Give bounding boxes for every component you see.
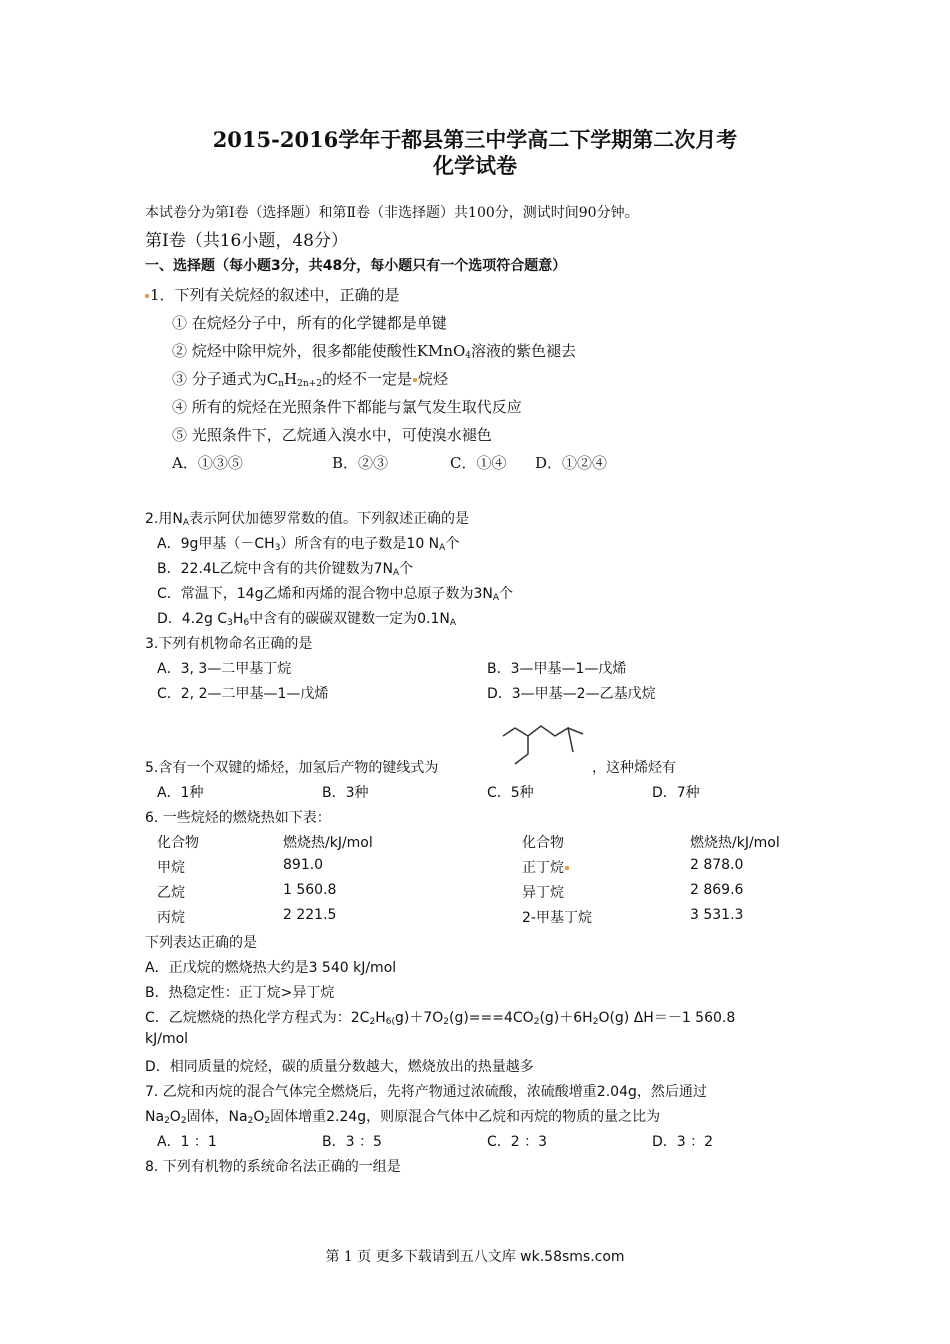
question-5-stem-end: ，这种烯烃有 (592, 760, 676, 776)
part-heading: 第Ⅰ卷（共16小题，48分） (145, 231, 348, 251)
table-cell: 甲烷 (157, 860, 185, 876)
anchor-mark (565, 866, 569, 870)
page-title: 2015-2016学年于都县第三中学高二下学期第二次月考 (212, 127, 738, 152)
q6-option-d: D．相同质量的烷烃，碳的质量分数越大，燃烧放出的热量越多 (145, 1059, 534, 1075)
q6-option-b: B．热稳定性：正丁烷>异丁烷 (145, 985, 335, 1001)
table-cell: 丙烷 (157, 910, 185, 926)
q3-option-d: D．3—甲基—2—乙基戊烷 (487, 686, 656, 702)
question-3-stem: 3.下列有机物命名正确的是 (145, 636, 313, 652)
q5-option-a: A．1种 (157, 785, 204, 801)
table-cell: 2 869.6 (690, 882, 744, 898)
table-cell: 3 531.3 (690, 907, 744, 923)
q5-option-d: D．7种 (652, 785, 700, 801)
footer-site-link[interactable]: wk.58sms.com (520, 1249, 625, 1265)
footer-page-number: 第 1 页 (325, 1249, 372, 1265)
q6-option-c-continued: kJ/mol (145, 1031, 189, 1047)
page-footer (0, 1246, 950, 1266)
table-header: 化合物 (522, 835, 564, 851)
anchor-mark (413, 378, 417, 382)
table-cell: 正丁烷 (522, 857, 570, 877)
table-header: 化合物 (157, 835, 199, 851)
q2-option-a: A．9g甲基$(-CH_3)$所含有的电子数是10 $N_A$个 (157, 536, 460, 553)
table-header: 燃烧热/kJ/mol (283, 835, 373, 851)
q3-option-b: B．3—甲基—1—戊烯 (487, 661, 627, 677)
q1-statement-4: ④ 所有的烷烃在光照条件下都能与氯气发生取代反应 (172, 398, 522, 416)
intro-text: 本试卷分为第Ⅰ卷（选择题）和第Ⅱ卷（非选择题）共100分，测试时间90分钟。 (145, 205, 639, 221)
table-cell: 2-甲基丁烷 (522, 910, 592, 926)
table-cell: 2 221.5 (283, 907, 337, 923)
table-cell: 异丁烷 (522, 885, 564, 901)
page-subtitle: 化学试卷 (433, 153, 517, 178)
question-2-stem: 2.用$N_A$表示阿伏加德罗常数的值。下列叙述正确的是 (145, 511, 470, 528)
q6-lead: 下列表达正确的是 (145, 935, 257, 951)
q1-option-d: D．①②④ (535, 454, 608, 472)
footer-download-note: 更多下载请到五八文库 (371, 1249, 521, 1265)
question-5-stem: 5.含有一个双键的烯烃，加氢后产物的键线式为 (145, 760, 439, 776)
anchor-mark (145, 294, 149, 298)
q7-option-c: C．2 ：3 (487, 1134, 548, 1150)
q3-option-a: A．3, 3—二甲基丁烷 (157, 661, 292, 677)
table-cell: 乙烷 (157, 885, 185, 901)
table-cell: 891.0 (283, 857, 324, 873)
q2-option-d: D．4.2g $C_3H_6$中含有的碳碳双键数一定为$0.1N_A$ (157, 611, 457, 628)
q1-statement-1: ① 在烷烃分子中，所有的化学键都是单键 (172, 314, 447, 332)
question-7-stem: 7. 乙烷和丙烷的混合气体完全燃烧后，先将产物通过浓硫酸，浓硫酸增重2.04g，然后通过 (145, 1084, 707, 1100)
question-8-stem: 8. 下列有机物的系统命名法正确的一组是 (145, 1159, 401, 1175)
question-7-stem-line2: $Na_2O_2$固体，$Na_2O_2$固体增重2.24g，则原混合气体中乙烷和丙烷的物质的量之比为 (145, 1109, 661, 1126)
q1-statement-2: ② 烷烃中除甲烷外，很多都能使酸性KMnO$_4$溶液的紫色褪去 (172, 342, 577, 361)
q6-option-a: A．正戊烷的燃烧热大约是3 540 kJ/mol (145, 960, 397, 976)
skeletal-formula-image (497, 722, 592, 772)
q1-statement-5: ⑤ 光照条件下，乙烷通入溴水中，可使溴水褪色 (172, 426, 492, 444)
q6-option-c: C．乙烷燃烧的热化学方程式为：$2C_2H_{6(}g)+7O_2(g)===4CO_2(g)+6H_2O(g)$ ΔH＝－1 560.8 (145, 1010, 736, 1027)
section-heading: 一、选择题（每小题3分，共48分，每小题只有一个选项符合题意） (145, 258, 567, 274)
q5-option-c: C．5种 (487, 785, 534, 801)
q1-statement-3: ③ 分子通式为$C_nH_{2n+2}$的烃不一定是 烷烃 (172, 370, 448, 389)
q5-option-b: B．3种 (322, 785, 369, 801)
q2-option-c: C．常温下，14g乙烯和丙烯的混合物中总原子数为$3N_A$个 (157, 586, 514, 603)
q1-option-b: B．②③ (332, 454, 389, 472)
q7-option-b: B．3 ：5 (322, 1134, 382, 1150)
q2-option-b: B．22.4L乙烷中含有的共价键数为$7N_A$个 (157, 561, 414, 578)
table-cell: 1 560.8 (283, 882, 337, 898)
q7-option-a: A．1 ：1 (157, 1134, 217, 1150)
table-header: 燃烧热/kJ/mol (690, 835, 780, 851)
q7-option-d: D．3 ：2 (652, 1134, 714, 1150)
question-6-stem: 6. 一些烷烃的燃烧热如下表： (145, 810, 331, 826)
table-cell: 2 878.0 (690, 857, 744, 873)
question-1-stem: 1．下列有关烷烃的叙述中，正确的是 (144, 284, 400, 305)
q3-option-c: C．2, 2—二甲基—1—戊烯 (157, 686, 329, 702)
q1-option-a: A．①③⑤ (172, 454, 243, 472)
q1-option-c: C．①④ (450, 454, 507, 472)
